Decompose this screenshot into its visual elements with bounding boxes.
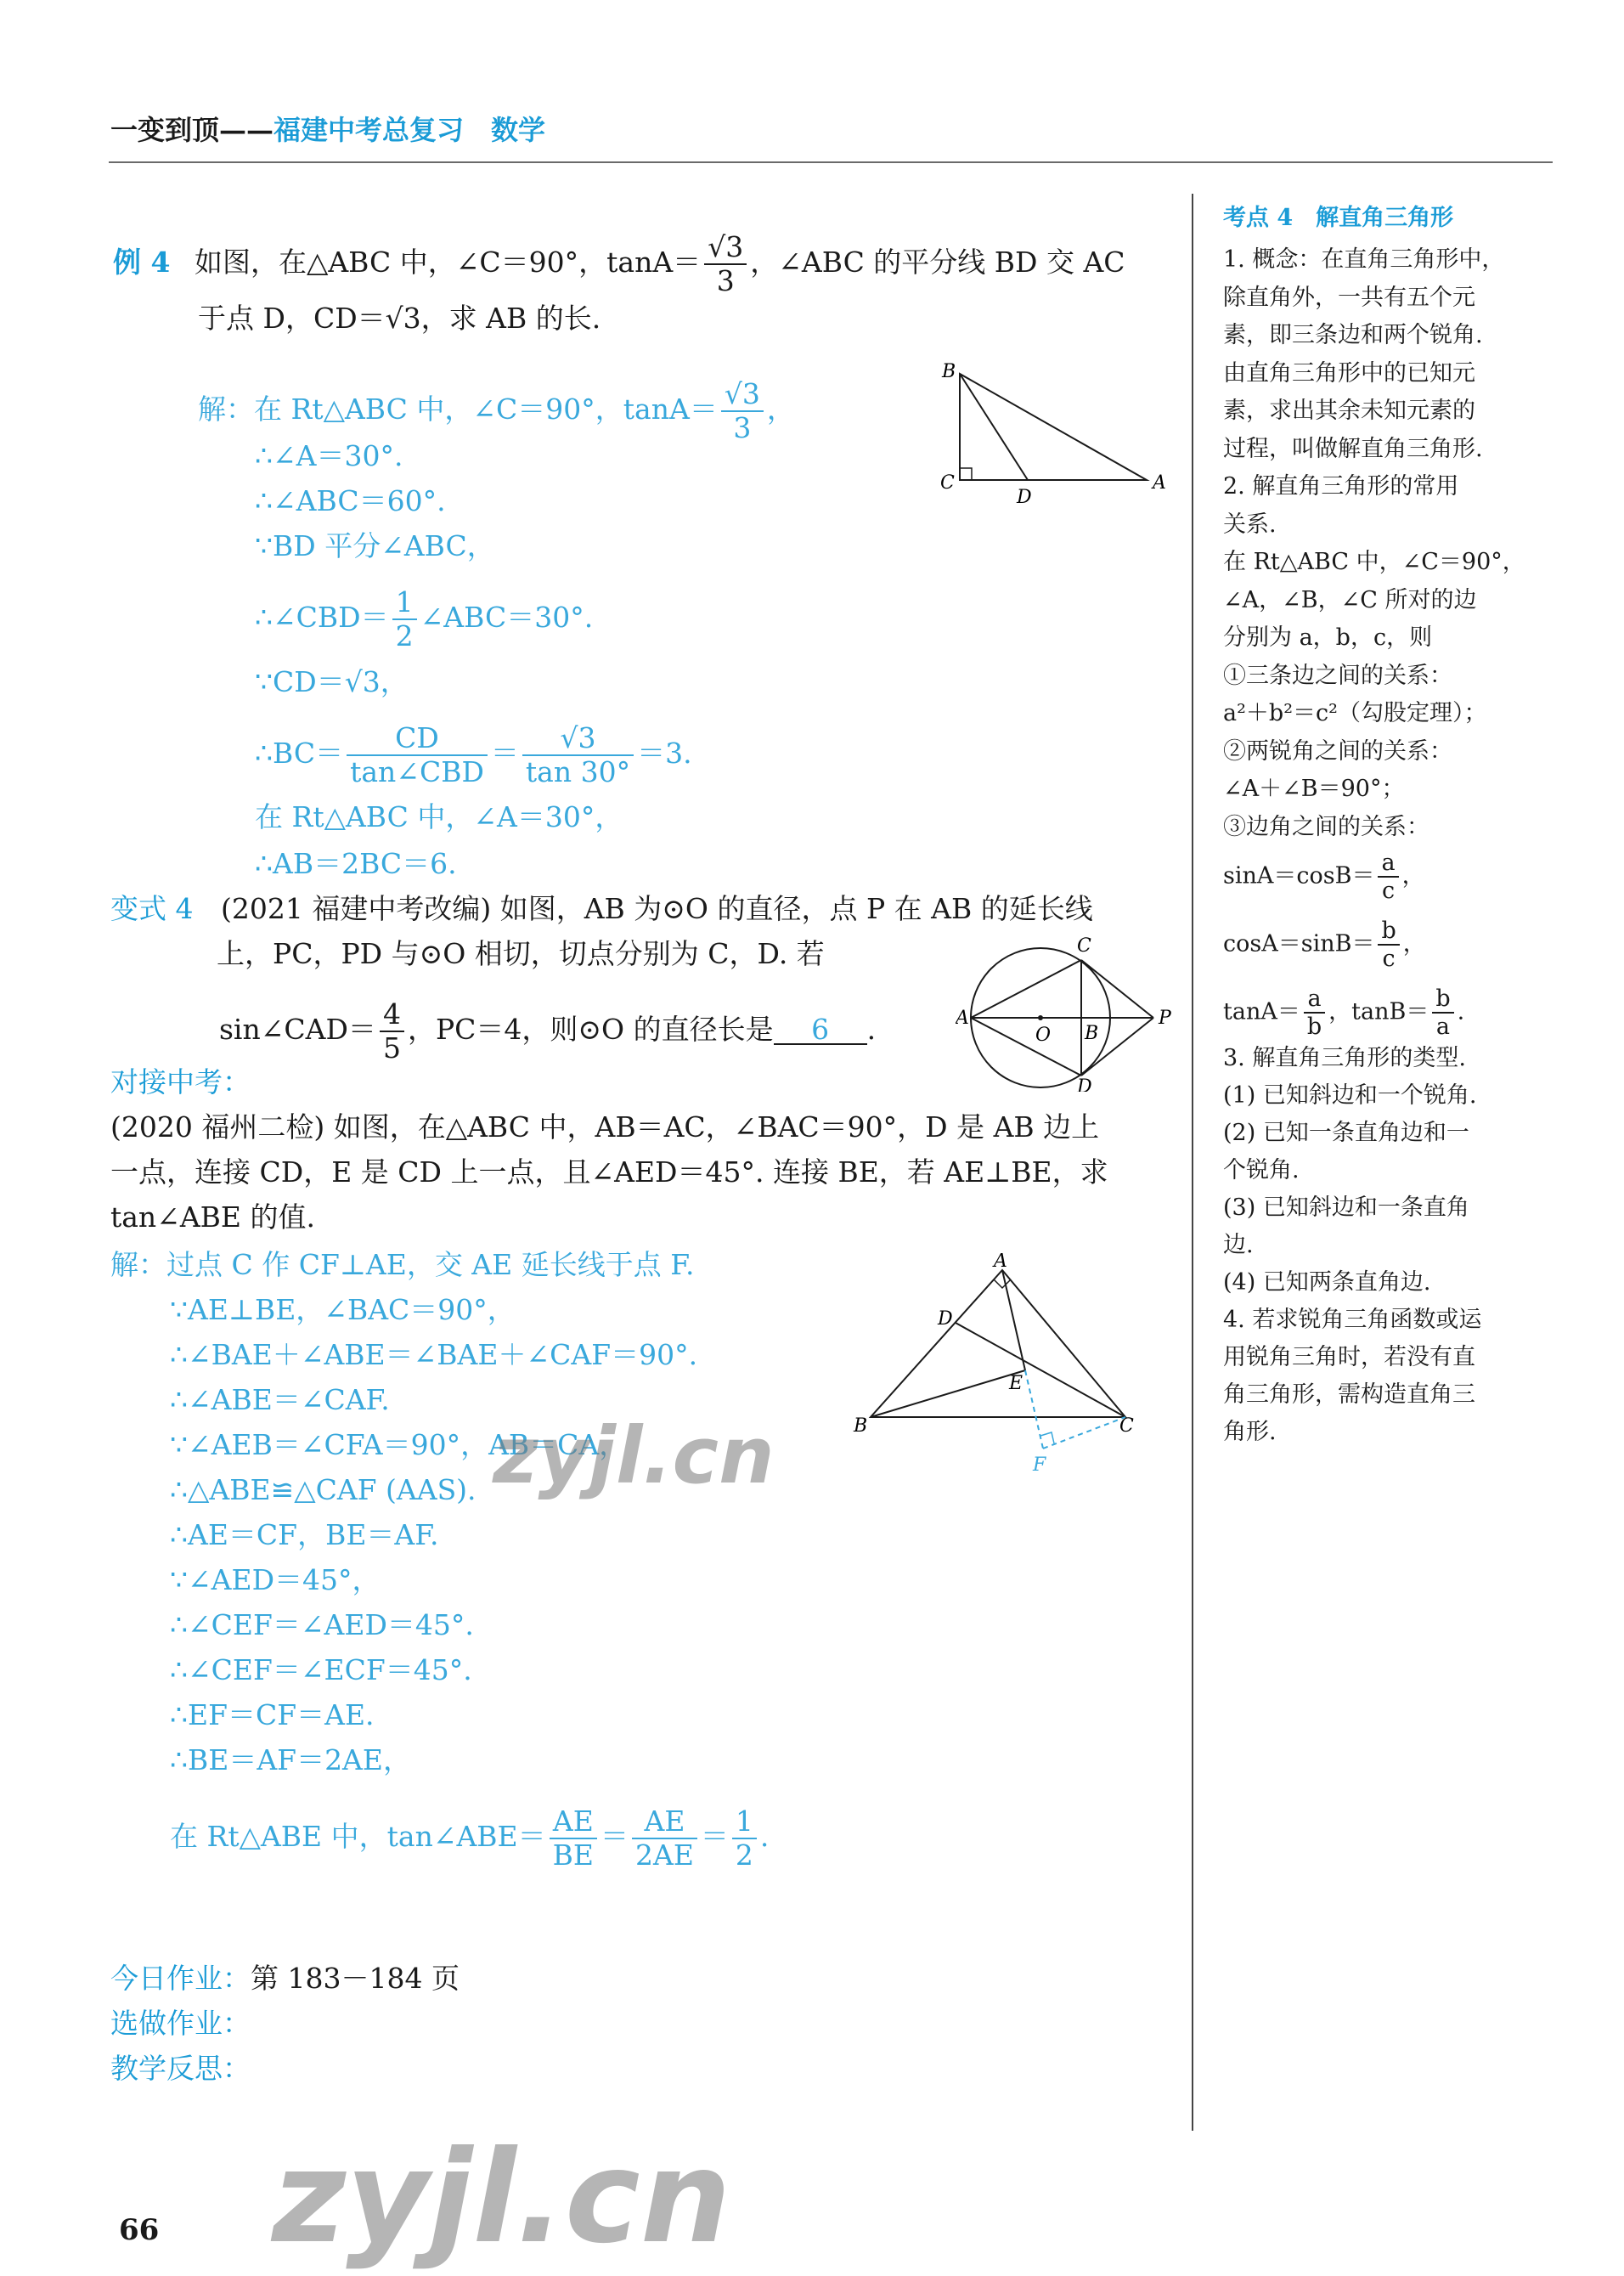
exam-line3: tan∠ABE 的值. [110,1200,315,1234]
label-D: D [938,1308,953,1330]
sidebar-line: 分别为 a，b，c，则 [1223,624,1433,651]
exam-solution-6: ∴△ABE≌△CAF (AAS). [170,1473,476,1506]
exam-line2: 一点，连接 CD，E 是 CD 上一点，且∠AED＝45°. 连接 BE，若 AE⊥BE，求 [110,1155,1108,1189]
label-O: O [1035,1025,1052,1046]
figure-circle-tangent [956,935,1181,1092]
exam-solution-7: ∴AE＝CF，BE＝AF. [170,1518,439,1551]
label-A: A [1153,472,1166,494]
example4-solution-8: 在 Rt△ABC 中，∠A＝30°， [255,800,623,833]
label-A: A [994,1253,1007,1272]
figure-right-triangle [930,357,1185,510]
label-A: A [956,1008,969,1029]
label-D: D [1077,1076,1092,1092]
exam-solution-9: ∴∠CEF＝∠AED＝45°. [170,1608,474,1641]
example-label: 例 4 [113,245,171,279]
exam-solution-3: ∴∠BAE＋∠ABE＝∠BAE＋∠CAF＝90°. [170,1338,698,1371]
watermark-bottom: zyjl.cn [272,2124,731,2272]
optional-homework-label: 选做作业： [110,2007,251,2040]
sidebar-formula-2: cosA＝sinB＝ $\frac{b}{c}$ ， [1223,918,1426,973]
fraction: $\frac{√3}{3}$ [704,231,747,297]
sidebar-line: 4. 若求锐角三角函数或运 [1223,1307,1482,1333]
exam-solution-11: ∴EF＝CF＝AE. [170,1698,375,1731]
watermark-mid: zyjl.cn [493,1410,775,1501]
exam-solution-12: ∴BE＝AF＝2AE， [170,1743,411,1776]
sidebar-line: ③边角之间的关系： [1223,813,1429,840]
label-C: C [940,472,955,494]
exam-solution-1: 解：过点 C 作 CF⊥AE，交 AE 延长线于点 F. [110,1248,695,1281]
sidebar-line: ∠A，∠B，∠C 所对的边 [1223,586,1477,613]
label-P: P [1159,1008,1171,1029]
variant-label: 变式 4 [110,892,194,925]
example4-solution-5: ∴∠CBD＝ $\frac{1}{2}$ ∠ABC＝30°. [255,585,594,652]
example4-solution-4: ∵BD 平分∠ABC， [255,529,495,562]
sidebar-line: 角三角形，需构造直角三 [1223,1381,1475,1408]
exam-solution-2: ∵AE⊥BE，∠BAC＝90°， [170,1293,516,1326]
sidebar-title: 考点 4 解直角三角形 [1223,205,1454,231]
exam-line1: (2020 福州二检) 如图，在△ABC 中，AB＝AC，∠BAC＝90°，D 是 AB 边上 [110,1110,1100,1144]
variant4-line1: 变式 4 (2021 福建中考改编) 如图，AB 为⊙O 的直径，点 P 在 AB 的延长线 [110,892,1093,925]
variant4-line3: sin∠CAD＝ $\frac{4}{5}$ ，PC＝4，则⊙O 的直径长是 6 . [219,997,877,1065]
book-title: 福建中考总复习 数学 [273,114,546,146]
column-divider [1192,194,1193,2131]
answer-blank: 6 [774,1015,867,1045]
sidebar-line: ②两锐角之间的关系： [1223,737,1452,765]
exam-solution-5: ∵∠AEB＝∠CFA＝90°，AB＝CA， [170,1428,628,1461]
exam-label: 对接中考： [110,1065,251,1098]
sidebar-line: 2. 解直角三角形的常用 [1223,473,1459,500]
sidebar-line: 角形. [1223,1419,1277,1445]
homework-line: 今日作业：第 183－184 页 [110,1962,460,1995]
exam-solution-13: 在 Rt△ABE 中，tan∠ABE＝ $\frac{AE}{BE}$ ＝ $\frac{AE}{2AE}$ ＝ $\frac{1}{2}$ . [170,1804,770,1872]
sidebar-line: 由直角三角形中的已知元 [1223,359,1475,387]
label-F: F [1033,1454,1046,1476]
exam-solution-10: ∴∠CEF＝∠ECF＝45°. [170,1653,472,1686]
label-C: C [1077,935,1091,957]
sidebar-formula-1: sinA＝cosB＝ $\frac{a}{c}$ ， [1223,850,1425,905]
sidebar-line: 用锐角三角时，若没有直 [1223,1344,1475,1370]
label-B: B [854,1415,868,1437]
sidebar-line: ∠A＋∠B＝90°； [1223,776,1405,802]
page-number: 66 [119,2213,160,2247]
sidebar-line: (1) 已知斜边和一个锐角. [1223,1082,1477,1109]
sidebar-line: ①三条边之间的关系： [1223,662,1452,689]
label-E: E [1009,1373,1023,1394]
example4-solution-7: ∴BC＝ $\frac{CD}{\text{tan∠CBD}}$ ＝ $\frac{√3}{\tan 30^\circ}$ ＝3. [255,721,692,788]
figure-isosceles-triangle [849,1253,1155,1478]
sidebar-line: 除直角外，一共有五个元 [1223,284,1475,311]
example4-solution-6: ∵CD＝√3， [255,665,409,698]
sidebar-line: 素，求出其余未知元素的 [1223,398,1475,424]
sidebar-line: 个锐角. [1223,1157,1300,1183]
sidebar-formula-3: tanA＝ $\frac{a}{b}$ ，tanB＝ $\frac{b}{a}$ . [1223,986,1465,1041]
sidebar-line: a²＋b²＝c²（勾股定理）； [1223,700,1487,726]
sidebar-line: 关系. [1223,511,1277,538]
sidebar-line: (3) 已知斜边和一条直角 [1223,1194,1469,1221]
example4-solution-9: ∴AB＝2BC＝6. [255,847,457,880]
sidebar-line: 边. [1223,1232,1254,1258]
example4-solution-2: ∴∠A＝30°. [255,439,403,472]
sidebar-line: 3. 解直角三角形的类型. [1223,1045,1466,1071]
variant4-line2: 上，PC，PD 与⊙O 相切，切点分别为 C，D. 若 [217,937,825,970]
example4-solution-3: ∴∠ABC＝60°. [255,484,446,517]
example4-line1: 例 4 如图，在△ABC 中，∠C＝90°，tanA＝ $\frac{√3}{3}$ ，∠ABC 的平分线 BD 交 AC [113,230,1125,297]
sidebar-line: 过程，叫做解直角三角形. [1223,435,1483,462]
exam-solution-4: ∴∠ABE＝∠CAF. [170,1383,390,1416]
label-B: B [942,361,956,382]
sidebar-line: 1. 概念：在直角三角形中， [1223,246,1505,273]
exam-solution-8: ∵∠AED＝45°， [170,1563,381,1596]
example4-solution-1: 解：在 Rt△ABC 中，∠C＝90°，tanA＝ $\frac{√3}{3}$ ， [198,377,795,444]
label-B: B [1085,1023,1099,1044]
header-rule [109,161,1553,163]
sidebar-line: (4) 已知两条直角边. [1223,1269,1431,1296]
book-name: 一变到顶—— [110,114,274,146]
sidebar-line: (2) 已知一条直角边和一 [1223,1120,1469,1146]
sidebar-line: 素，即三条边和两个锐角. [1223,322,1483,348]
example4-line2: 于点 D，CD＝√3，求 AB 的长. [198,302,601,335]
sidebar-line: 在 Rt△ABC 中，∠C＝90°， [1223,549,1525,575]
label-C: C [1119,1415,1134,1437]
reflection-label: 教学反思： [110,2052,251,2085]
label-D: D [1017,487,1032,508]
page-header [110,109,545,148]
